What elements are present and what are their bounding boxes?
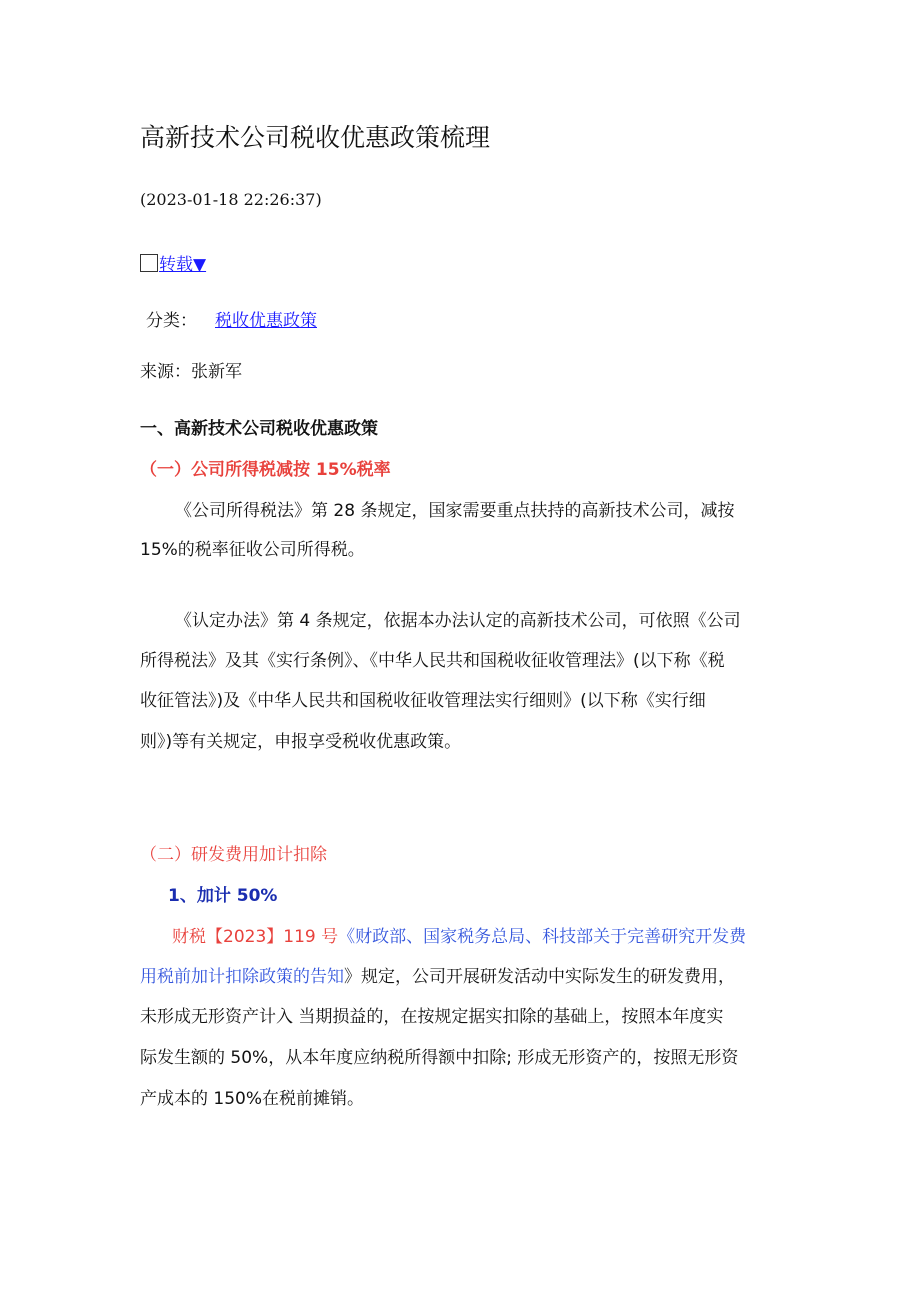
subheading-2: （二）研发费用加计扣除 [140,845,327,865]
paragraph-line [140,962,735,987]
checkbox-icon[interactable] [140,254,158,272]
category-label: 分类： [146,311,197,331]
repost-label: 转载 [159,255,193,275]
paragraph-line: 际发生额的 50%，从本年度应纳税所得额中扣除; 形成无形资产的，按照无形资 [140,1048,739,1068]
category-link[interactable]: 税收优惠政策 [215,311,317,331]
dropdown-arrow-icon: ▼ [193,255,207,275]
category-row [146,306,317,331]
source: 来源：张新军 [140,362,242,382]
doc-number: 财税【2023】119 号 [172,927,339,947]
section-heading: 一、高新技术公司税收优惠政策 [140,419,378,439]
doc-title-cont: 用税前加计扣除政策的告知 [140,967,344,987]
subheading-1: （一）公司所得税减按 15%税率 [140,460,391,480]
paragraph-line: 产成本的 150%在税前摊销。 [140,1089,365,1109]
paragraph-line: 未形成无形资产计入 当期损益的，在按规定据实扣除的基础上，按照本年度实 [140,1007,724,1027]
repost-link[interactable] [140,250,206,275]
doc-title: 《财政部、国家税务总局、科技部关于完善研究开发费 [338,927,747,947]
text: 》规定，公司开展研发活动中实际发生的研发费用， [344,967,735,987]
paragraph-line: 15%的税率征收公司所得税。 [140,540,365,560]
item-heading: 1、加计 50% [168,886,278,906]
paragraph-line: 收征管法》)及《中华人民共和国税收征收管理法实行细则》(以下称《实行细 [140,691,706,711]
paragraph-line [172,922,746,947]
paragraph-line: 则》)等有关规定，申报享受税收优惠政策。 [140,732,462,752]
paragraph-line: 《认定办法》第 4 条规定，依据本办法认定的高新技术公司，可依照《公司 [175,611,741,631]
post-date: (2023-01-18 22:26:37) [140,190,322,209]
paragraph-line: 《公司所得税法》第 28 条规定，国家需要重点扶持的高新技术公司，减按 [175,501,735,521]
paragraph-line: 所得税法》及其《实行条例》、《中华人民共和国税收征收管理法》(以下称《税 [140,651,725,671]
page-title: 高新技术公司税收优惠政策梳理 [140,123,491,152]
